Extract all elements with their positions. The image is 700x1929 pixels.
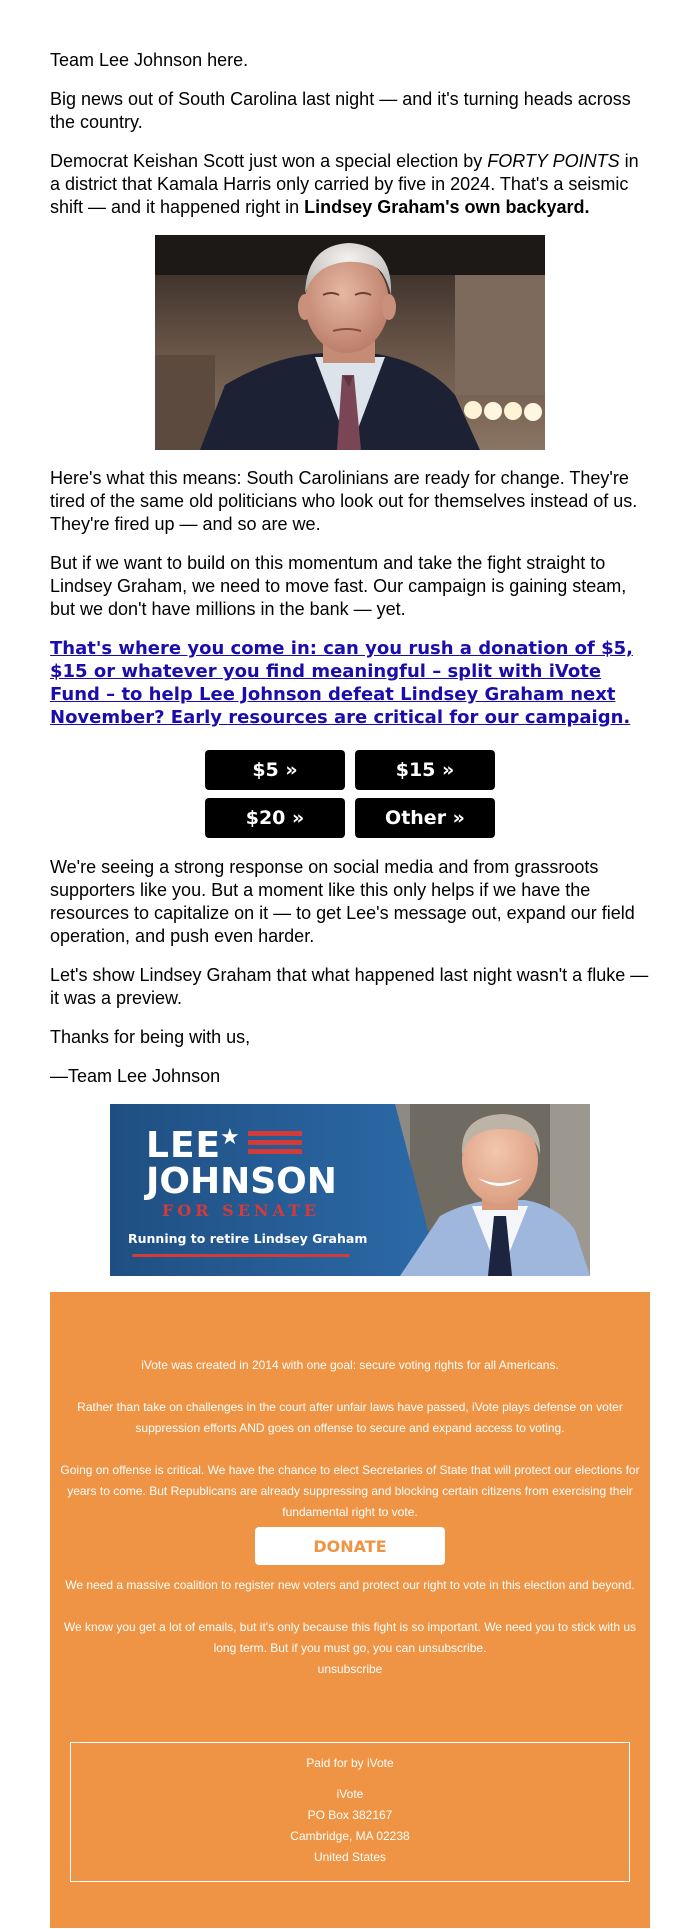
- footer-para-4: We need a massive coalition to register new voters and protect our right to vote in this election and beyond.: [65, 1578, 635, 1592]
- paragraph-2-emphasis: FORTY POINTS: [487, 151, 620, 171]
- paid-by-line: Paid for by iVote: [306, 1756, 394, 1770]
- paragraph-2-part1: Democrat Keishan Scott just won a special election by: [50, 151, 488, 171]
- footer-para-5: We know you get a lot of emails, but it's only because this fight is so important. We need you to stick with us long term. But if you must go, you can unsubscribe.: [63, 1620, 637, 1655]
- donate-15-button[interactable]: $15 »: [355, 750, 495, 790]
- thanks-line: Thanks for being with us,: [50, 1027, 251, 1047]
- donation-amount-buttons: [205, 750, 495, 838]
- city-state-zip: Cambridge, MA 02238: [290, 1829, 410, 1843]
- paragraph-2-part2: in a district that Kamala Harris only carried by five in 2024. That's a seismic shift — and it happened right in: [50, 151, 639, 217]
- org-name: iVote: [336, 1787, 364, 1801]
- paragraph-4: But if we want to build on this momentum and take the fight straight to Lindsey Graham, we need to move fast. Our campaign is gaining steam, but we don't have millions in the bank — yet.: [50, 553, 627, 619]
- banner-name-line2: JOHNSON: [146, 1161, 337, 1202]
- banner-stars-stripes-icon: [220, 1125, 302, 1153]
- banner-star-icon: ★: [220, 1125, 240, 1150]
- po-box: PO Box 382167: [307, 1808, 393, 1822]
- lee-johnson-banner[interactable]: [110, 1104, 590, 1276]
- banner-name-line1: LEE: [146, 1125, 222, 1166]
- donation-cta-link[interactable]: That's where you come in: can you rush a donation of $5, $15 or whatever you find meaningful – split with iVote Fund – to help Lee Johnson defeat Lindsey Graham next November? Early resources are critical for our campaign.: [50, 638, 633, 728]
- donate-other-button[interactable]: Other »: [355, 798, 495, 838]
- lindsey-graham-photo-image: [155, 235, 545, 450]
- email-body: [50, 0, 650, 1291]
- donate-button[interactable]: DONATE: [255, 1527, 445, 1565]
- signoff: —Team Lee Johnson: [50, 1066, 221, 1086]
- banner-underline: [132, 1254, 350, 1257]
- paragraph-6: Let's show Lindsey Graham that what happened last night wasn't a fluke — it was a preview.: [50, 965, 649, 1008]
- banner-tagline: Running to retire Lindsey Graham: [128, 1231, 368, 1246]
- country: United States: [313, 1850, 387, 1864]
- lindsey-graham-photo: [155, 235, 545, 450]
- paragraph-5: We're seeing a strong response on social media and from grassroots supporters like you. But a moment like this only helps if we have the resources to capitalize on it — to get Lee's message out, expand our field operation, and push even harder.: [50, 857, 635, 946]
- footer-para-1: iVote was created in 2014 with one goal: secure voting rights for all Americans.: [141, 1358, 559, 1372]
- paragraph-2: [50, 150, 650, 219]
- ivote-footer: [50, 1292, 650, 1928]
- donate-5-button[interactable]: $5 »: [205, 750, 345, 790]
- paragraph-1: Big news out of South Carolina last night — and it's turning heads across the country.: [50, 89, 631, 132]
- paid-for-box: [70, 1742, 630, 1882]
- banner-text: [110, 1109, 410, 1281]
- greeting: Team Lee Johnson here.: [50, 50, 249, 70]
- unsubscribe-link[interactable]: unsubscribe: [317, 1662, 383, 1676]
- donate-20-button[interactable]: $20 »: [205, 798, 345, 838]
- paragraph-3: Here's what this means: South Carolinians are ready for change. They're tired of the same old politicians who look out for themselves instead of us. They're fired up — and so are we.: [50, 468, 638, 534]
- footer-para-2: Rather than take on challenges in the court after unfair laws have passed, iVote plays defense on voter suppression efforts AND goes on offense to secure and expand access to voting.: [77, 1400, 623, 1435]
- banner-subtitle: FOR SENATE: [162, 1201, 321, 1220]
- footer-para-3: Going on offense is critical. We have the chance to elect Secretaries of State that will protect our elections for years to come. But Republicans are already suppressing and blocking certain citizens from exercising their fundamental right to vote.: [60, 1463, 640, 1519]
- paragraph-2-bold: Lindsey Graham's own backyard.: [304, 197, 590, 217]
